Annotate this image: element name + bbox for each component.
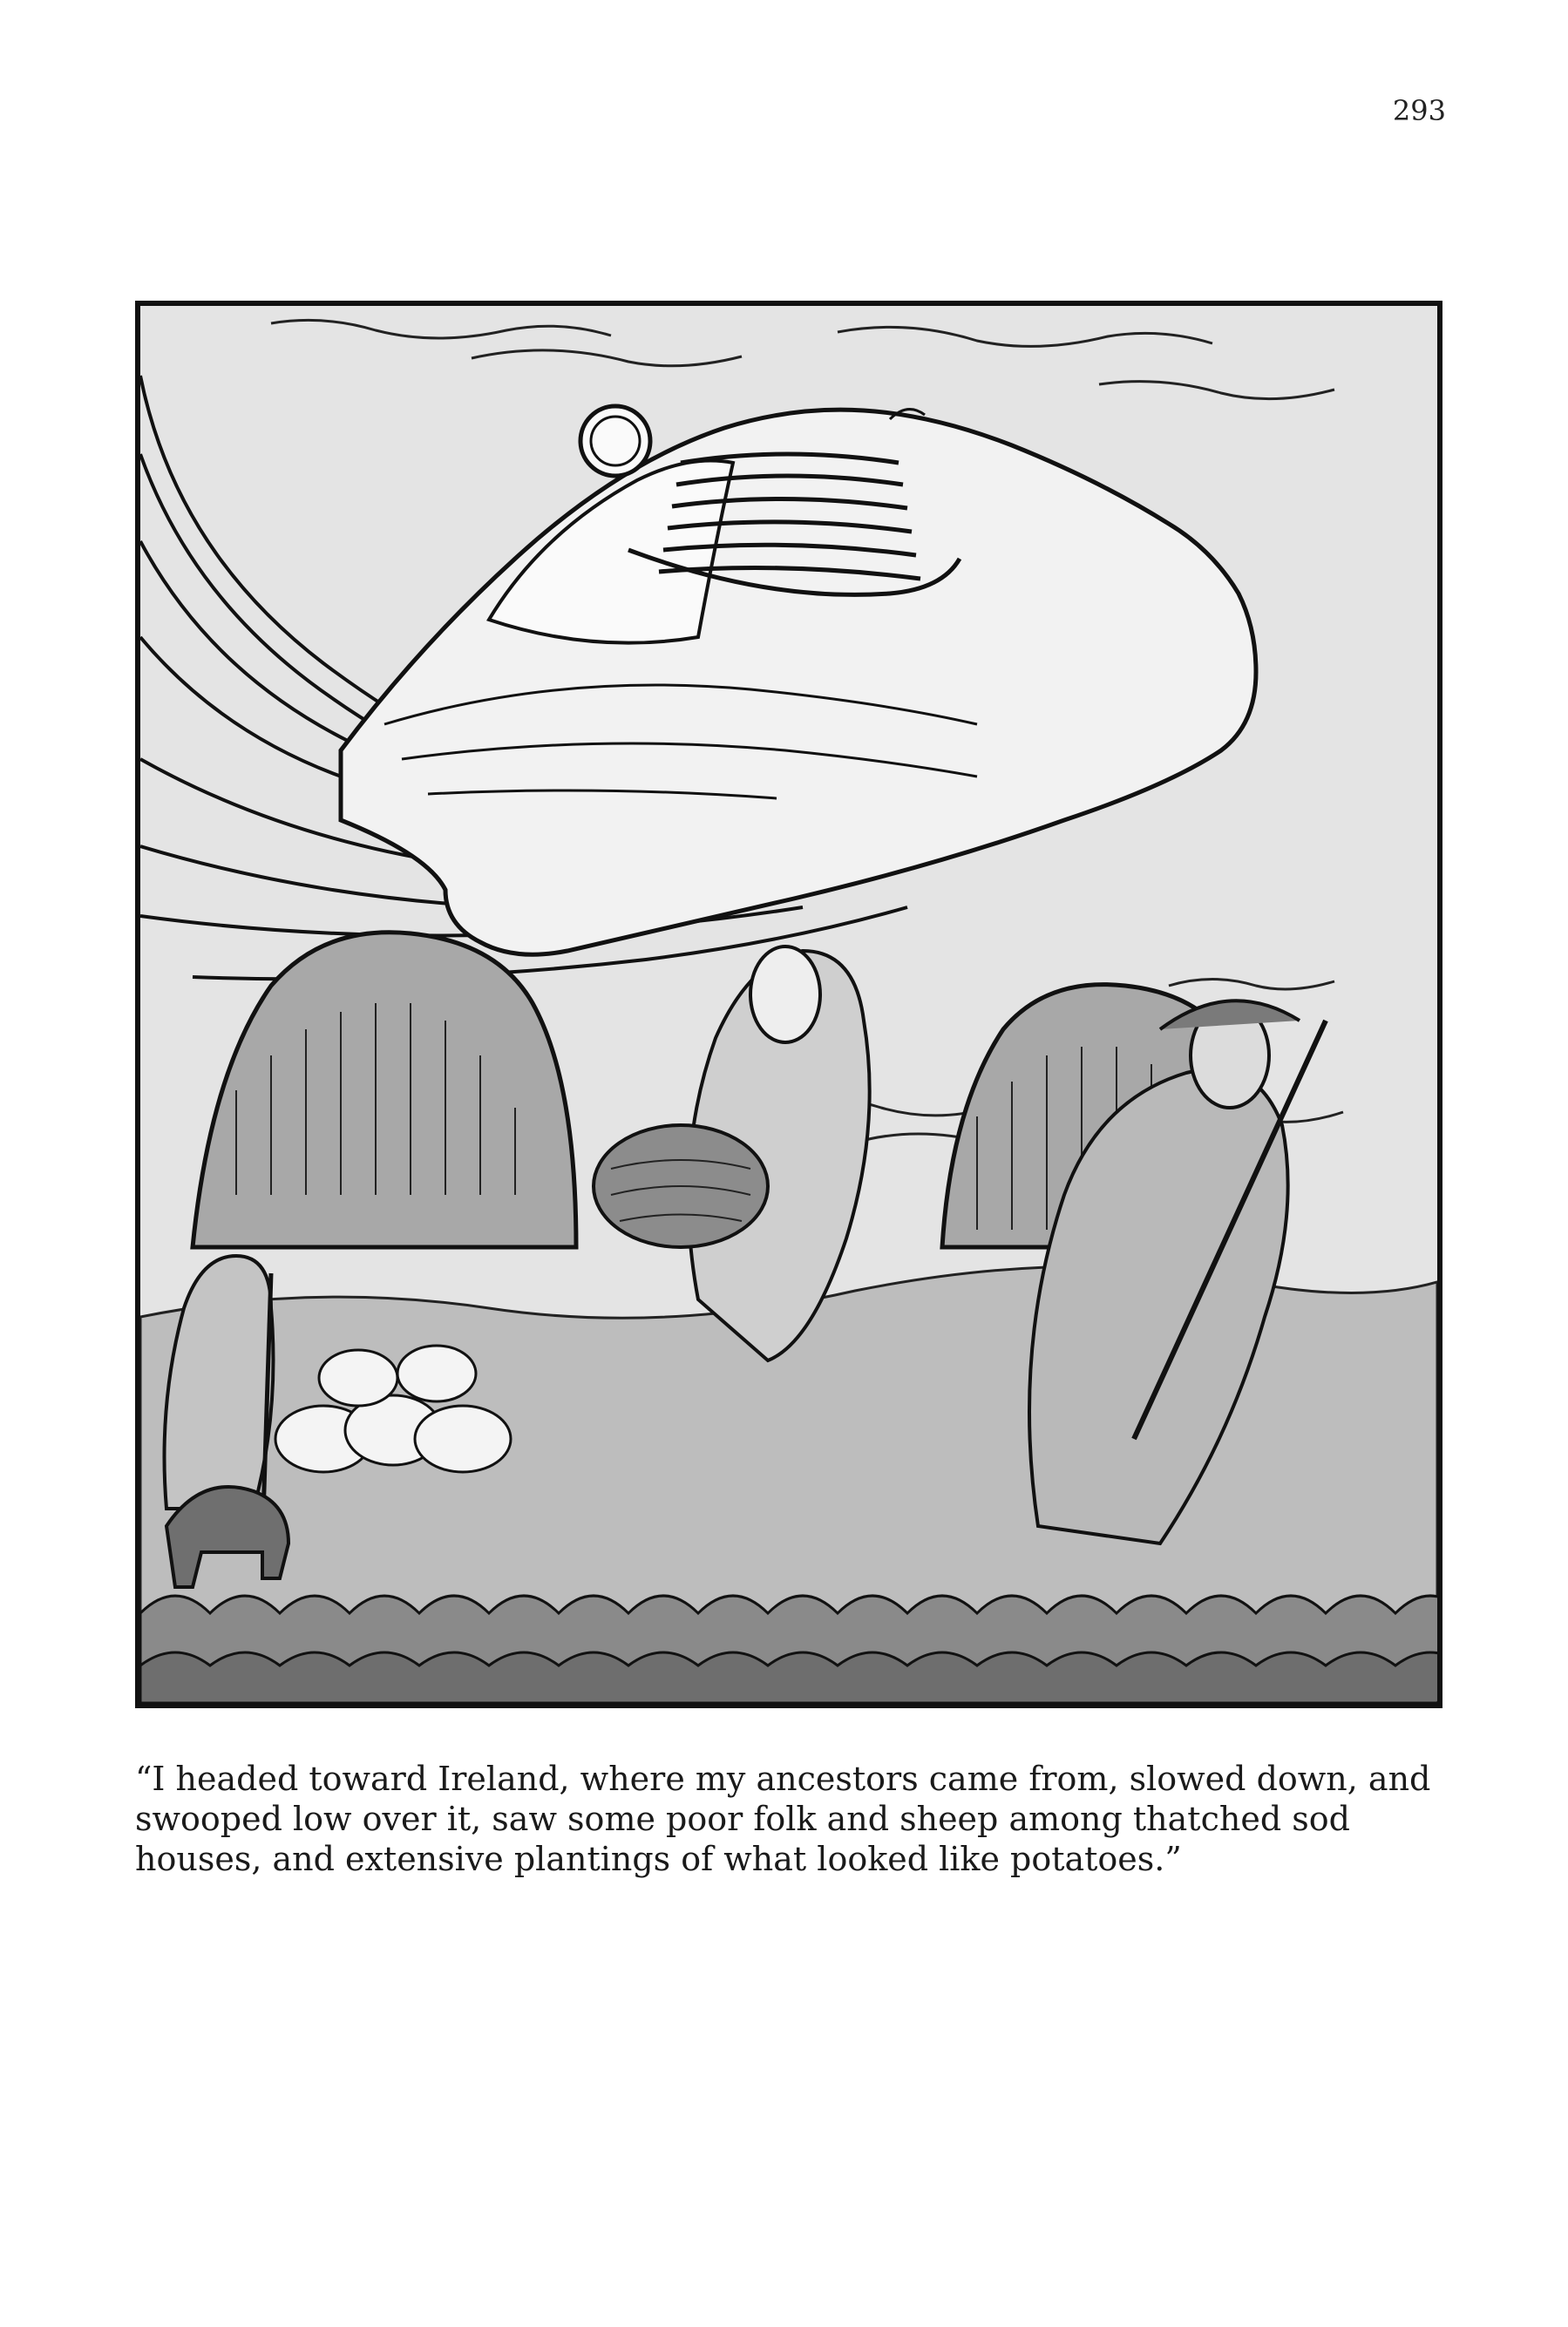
flying-car-illustration (140, 306, 1437, 1703)
illustration-frame (135, 301, 1442, 1708)
potato-plants (140, 1596, 1437, 1703)
caption: “I headed toward Ireland, where my ancestors came from, slowed down, and swooped low over it, saw some poor folk and sheep among thatched sod houses, and extensive plantings of what looked like potatoes.” (135, 1760, 1431, 1878)
page-number: 293 (1392, 94, 1446, 127)
